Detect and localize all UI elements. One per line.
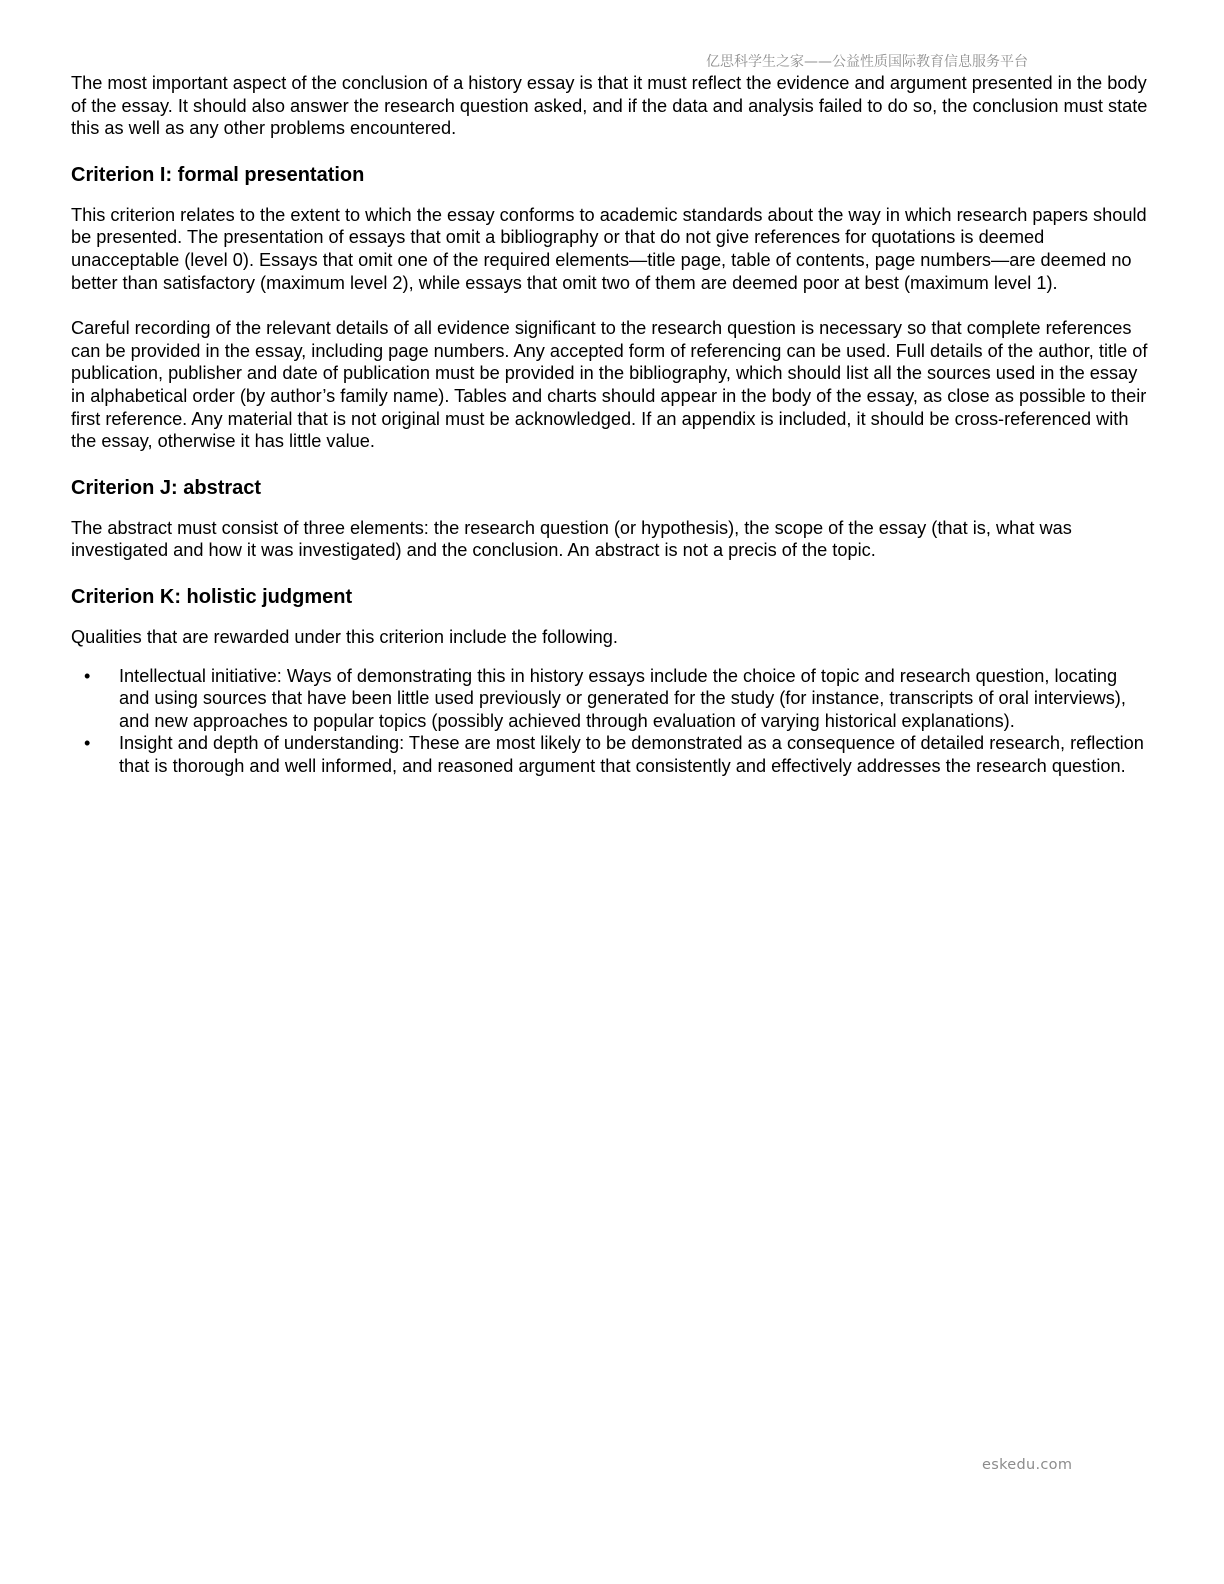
intro-paragraph: The most important aspect of the conclusion of a history essay is that it must reflect the evidence and argument presented in the body of the essay. It should also answer the research question asked, and if the data and analysis failed to do so, the conclusion must state this as well as any other problems encountered. <box>71 73 1148 139</box>
footer-site-text: eskedu.com <box>982 1457 1073 1473</box>
section-criterion-k <box>71 585 1151 778</box>
document-page <box>71 72 1151 777</box>
section-heading-criterion-j: Criterion J: abstract <box>71 476 262 499</box>
section-criterion-i <box>71 163 1151 453</box>
section-heading-criterion-i: Criterion I: formal presentation <box>71 163 365 186</box>
criterion-i-paragraph-2: Careful recording of the relevant details of all evidence significant to the research question is necessary so that complete references can be provided in the essay, including page numbers. Any accepted form of referencing can be used. Full details of the author, title of publication, publisher and date of publication must be provided in the bibliography, which should list all the sources used in the essay in alphabetical order (by author’s family name). Tables and charts should appear in the body of the essay, as close as possible to their first reference. Any material that is not original must be acknowledged. If an appendix is included, it should be cross-referenced with the essay, otherwise it has little value. <box>71 318 1148 452</box>
criterion-j-paragraph-1: The abstract must consist of three elements: the research question (or hypothesis), the scope of the essay (that is, what was investigated and how it was investigated) and the conclusion. An abstract is not a precis of the topic. <box>71 517 1072 561</box>
section-criterion-j <box>71 476 1151 562</box>
section-heading-criterion-k: Criterion K: holistic judgment <box>71 585 353 608</box>
list-item <box>71 665 1151 733</box>
criterion-k-bullet-list <box>71 665 1151 778</box>
list-item-text: Intellectual initiative: Ways of demonstrating this in history essays include the choice of topic and research question, locating and using sources that have been little used previously or generated for the study (for instance, transcripts of oral interviews), and new approaches to popular topics (possibly achieved through evaluation of varying historical explanations). <box>119 665 1126 731</box>
criterion-k-paragraph-1: Qualities that are rewarded under this criterion include the following. <box>71 626 618 647</box>
header-watermark: 亿思科学生之家——公益性质国际教育信息服务平台 <box>706 54 1028 70</box>
bullet-icon: • <box>84 733 91 754</box>
list-item-text: Insight and depth of understanding: These are most likely to be demonstrated as a consequence of detailed research, reflection that is thorough and well informed, and reasoned argument that consistently and effectively addresses the research question. <box>119 733 1144 776</box>
criterion-i-paragraph-1: This criterion relates to the extent to which the essay conforms to academic standards about the way in which research papers should be presented. The presentation of essays that omit a bibliography or that do not give references for quotations is deemed unacceptable (level 0). Essays that omit one of the required elements—title page, table of contents, page numbers—are deemed no better than satisfactory (maximum level 2), while essays that omit two of them are deemed poor at best (maximum level 1). <box>71 204 1147 293</box>
bullet-icon: • <box>84 665 91 686</box>
list-item <box>71 732 1151 777</box>
